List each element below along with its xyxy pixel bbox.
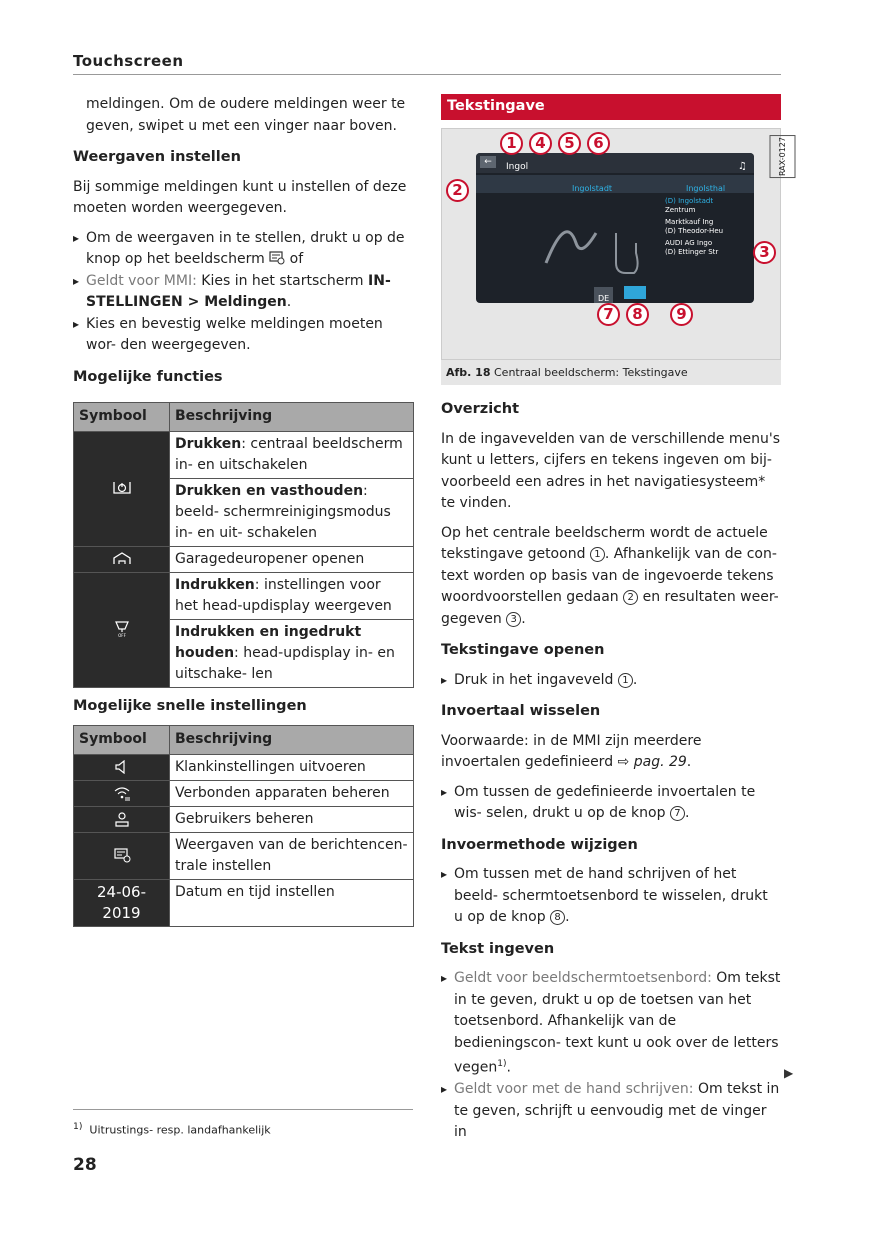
callout-4: 4 [529,132,552,155]
language-button[interactable]: DE [594,287,613,303]
table1-title: Mogelijke functies [73,368,223,385]
section-tekstingave-openen: Tekstingave openen [441,642,605,658]
figure-text-input [441,128,787,360]
result-1[interactable]: (D) Ingolstadt [665,196,714,205]
bullet-openen: ▸ Druk in het ingaveveld 1 . [441,670,781,692]
table1-row-1: Drukken: centraal beeldscherm in- en uitschakelen [170,431,414,478]
overzicht-p2: Op het centrale beeldscherm wordt de actuele tekstingave getoond 1 . Afhankelijk van de con- text worden op basis van de ingevoerde tekens woordvoorstellen gedaan 2 en resultaten weer- gegeven 3 . [441,524,779,627]
user-icon [74,806,170,832]
mic-icon[interactable]: ♫ [738,160,747,172]
mmi-screen [476,153,754,303]
result-3[interactable]: AUDI AG Ingo [665,238,713,247]
continue-arrow-icon: ▶ [784,1066,794,1080]
table1-row-2: Drukken en vasthouden: beeld- schermreinigingsmodus in- en uit- schakelen [170,478,414,546]
screen-input-text[interactable]: Ingol [506,161,529,172]
callout-2: 2 [446,179,469,202]
table1-row-5: Indrukken en ingedrukt houden: head-updisplay in- en uitschake- len [170,619,414,687]
invoertaal-condition: Voorwaarde: in de MMI zijn meerdere invoertalen gedefinieerd ⇨ pag. 29. [441,732,702,770]
result-2-sub: (D) Theodor-Heu [665,226,724,235]
page-number: 28 [73,1155,97,1175]
keyboard-toggle-icon[interactable] [624,286,646,299]
footnote-rule [73,1109,413,1110]
functions-table [73,402,414,688]
screen-top-bar [476,153,754,173]
message-settings-icon [269,251,285,265]
garage-door-icon [74,546,170,572]
section-overzicht: Overzicht [441,401,520,417]
date-symbol: 24-06-2019 [74,879,170,926]
bullet-weergaven-3: ▸ Kies en bevestig welke meldingen moeten wor- den weergegeven. [73,314,413,357]
bullet-invoertaal: ▸ Om tussen de gedefinieerde invoertalen te wis- selen, drukt u op de knop 7 . [441,782,781,825]
suggestion-2[interactable]: Ingolsthal [686,183,726,193]
left-column [73,94,413,927]
footnote: $^{1)}$ Uitrustings- resp. landafhankelijk [73,1121,271,1137]
table2-row-5: Datum en tijd instellen [170,879,414,926]
callout-9: 9 [670,303,693,326]
suggestion-1[interactable]: Ingolstadt [572,183,613,193]
handwriting-gesture-icon [536,203,646,283]
table1-header-description: Beschrijving [170,403,414,432]
bullet-toetsenbord: ▸ Geldt voor beeldschermtoetsenbord: Om tekst in te geven, drukt u op de toetsen van het toetsenbord. Afhankelijk van de bedieningscon- text kunt u ook over de letters vegen$^{1)}$. [441,968,781,1079]
right-column [441,94,787,1144]
table2-row-3: Gebruikers beheren [170,806,414,832]
suggestion-bar [476,175,754,193]
intro-text: meldingen. Om de oudere meldingen weer te geven, swipet u met een vinger naar boven. [86,96,406,134]
running-header: Touchscreen [73,52,184,70]
bullet-weergaven-2: ▸ Geldt voor MMI: Kies in het startscherm IN- STELLINGEN > Meldingen. [73,271,413,314]
table2-row-4: Weergaven van de berichtencen- trale instellen [170,832,414,879]
bullet-handschrift: ▸ Geldt voor met de hand schrijven: Om tekst in te geven, schrijft u eenvoudig met de vinger in [441,1079,781,1144]
section-invoermethode: Invoermethode wijzigen [441,836,638,853]
section-title-weergaven: Weergaven instellen [73,149,241,165]
speaker-icon [74,754,170,780]
bullet-weergaven-1: ▸ Om de weergaven in te stellen, drukt u op de knop op het beeldscherm of [73,228,413,271]
section-invoertaal: Invoertaal wisselen [441,703,601,719]
result-list [661,195,754,275]
message-center-settings-icon [74,832,170,879]
figure-caption: Afb. 18 Centraal beeldscherm: Tekstingave [441,360,781,386]
connected-devices-icon [74,780,170,806]
result-3-sub: (D) Ettinger Str [665,247,719,256]
table2-title: Mogelijke snelle instellingen [73,697,307,714]
section-tekst-ingeven: Tekst ingeven [441,940,555,957]
callout-8: 8 [626,303,649,326]
callout-3: 3 [753,241,776,264]
screen-power-icon [74,431,170,546]
table2-row-2: Verbonden apparaten beheren [170,780,414,806]
quick-settings-table [73,725,414,927]
table2-header-description: Beschrijving [170,726,414,755]
table1-row-4: Indrukken: instellingen voor het head-updisplay weergeven [170,572,414,619]
result-2[interactable]: Marktkauf Ing [665,217,714,226]
section-text-weergaven: Bij sommige meldingen kunt u instellen of deze moeten worden weergegeven. [73,178,407,216]
back-icon[interactable]: ← [480,156,496,168]
callout-5: 5 [558,132,581,155]
table2-header-symbol: Symbool [74,726,170,755]
figure-code: RAX-0127 [770,135,796,178]
overzicht-p1: In de ingavevelden van de verschillende menu's kunt u letters, cijfers en tekens ingeven om bij- voorbeeld een adres in het navigatiesysteem* te vinden. [441,430,781,511]
callout-1: 1 [500,132,523,155]
result-1-sub: Zentrum [665,205,696,214]
header-rule [73,74,781,75]
svg-text:OFF: OFF [117,633,126,638]
table1-row-3: Garagedeuropener openen [170,546,414,572]
section-bar-tekstingave: Tekstingave [441,94,781,120]
table1-header-symbol: Symbool [74,403,170,432]
head-up-display-icon [74,572,170,687]
callout-6: 6 [587,132,610,155]
bullet-invoermethode: ▸ Om tussen met de hand schrijven of het beeld- schermtoetsenbord te wisselen, drukt u op de knop 8 . [441,864,781,929]
table2-row-1: Klankinstellingen uitvoeren [170,754,414,780]
callout-7: 7 [597,303,620,326]
